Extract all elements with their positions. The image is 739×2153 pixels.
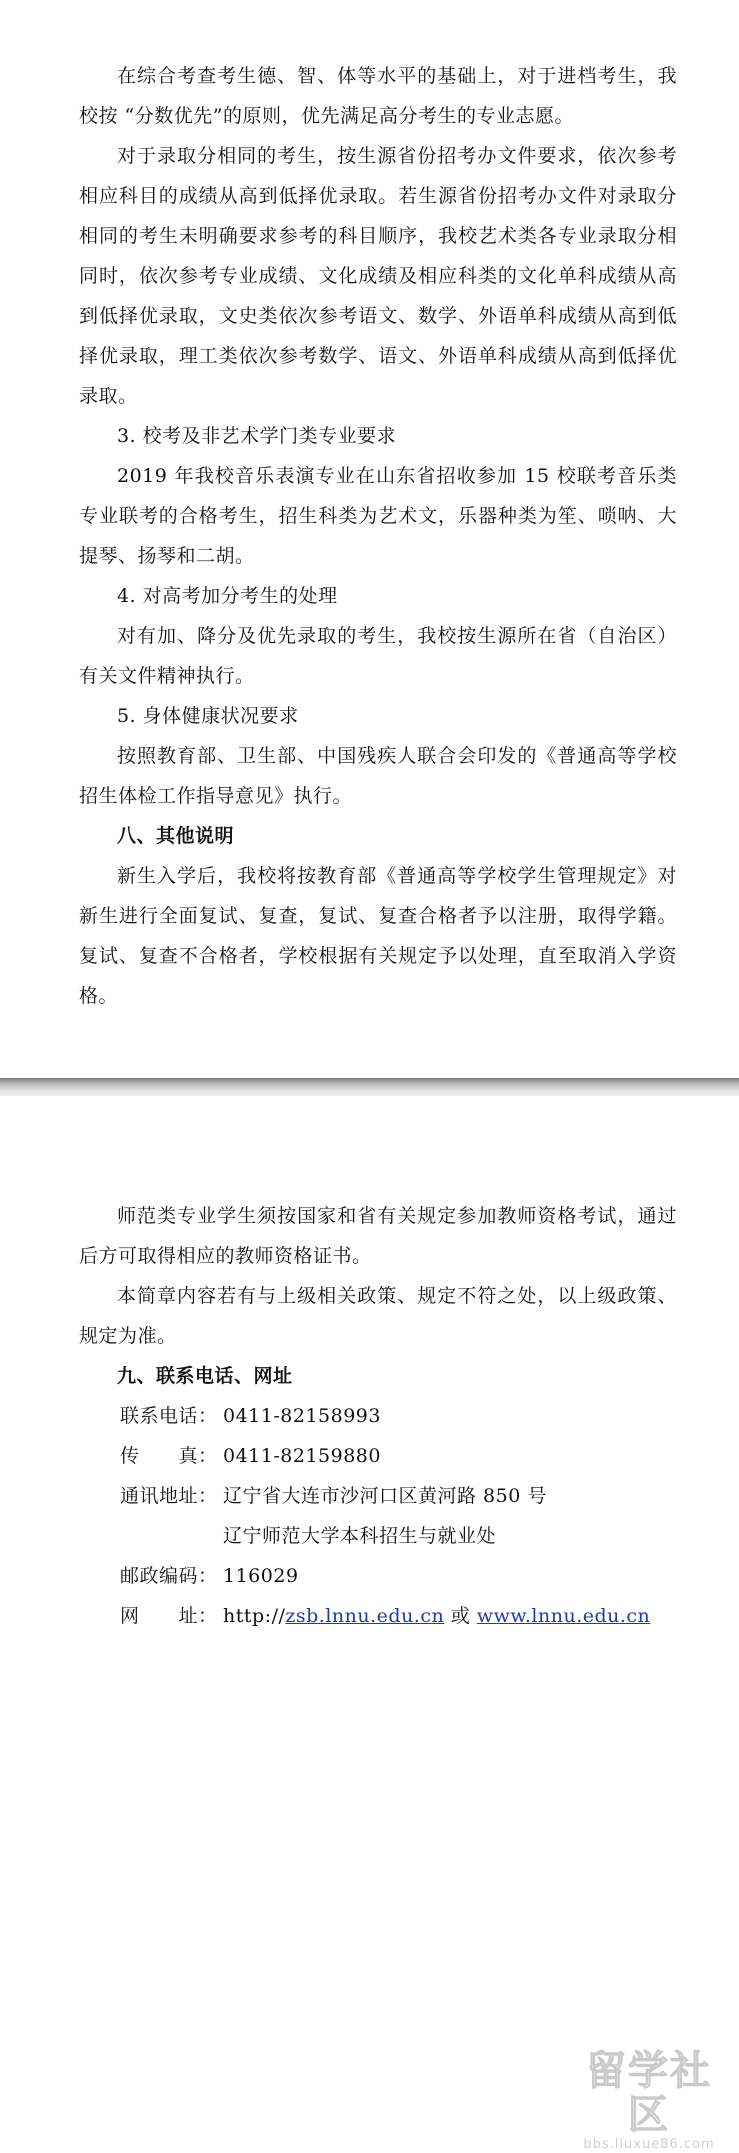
watermark-title: 留学社区 bbox=[586, 2048, 712, 2138]
paragraph-school-exam: 2019 年我校音乐表演专业在山东省招收参加 15 校联考音乐类专业联考的合格考生，招生科类为艺术文，乐器种类为笙、唢呐、大提琴、扬琴和二胡。 bbox=[79, 465, 677, 567]
phone-label: 联系电话： bbox=[120, 1405, 218, 1427]
university-website-link[interactable]: www.lnnu.edu.cn bbox=[476, 1605, 651, 1627]
page-divider bbox=[0, 1078, 739, 1096]
website-prefix: http:// bbox=[223, 1605, 286, 1627]
address-line2: 辽宁师范大学本科招生与就业处 bbox=[223, 1525, 497, 1547]
postcode-label: 邮政编码： bbox=[120, 1565, 218, 1587]
contact-website-row bbox=[79, 1596, 677, 1636]
website-label: 网 址： bbox=[120, 1605, 218, 1627]
section-heading-other-notes: 八、其他说明 bbox=[117, 825, 235, 847]
document-page-2 bbox=[0, 1096, 739, 2152]
paragraph-health-requirements: 按照教育部、卫生部、中国残疾人联合会印发的《普通高等学校招生体检工作指导意见》执行。 bbox=[79, 745, 677, 807]
watermark-subtitle: bbs.liuxue86.com bbox=[583, 2137, 715, 2152]
watermark-logo bbox=[569, 2048, 729, 2152]
website-value bbox=[223, 1596, 650, 1636]
subheading-bonus-points: 4. 对高考加分考生的处理 bbox=[117, 585, 338, 607]
contact-address-row bbox=[79, 1476, 677, 1516]
paragraph-teacher-certificate: 师范类专业学生须按国家和省有关规定参加教师资格考试，通过后方可取得相应的教师资格证书。 bbox=[79, 1205, 677, 1267]
paragraph-score-priority: 在综合考查考生德、智、体等水平的基础上，对于进档考生，我校按 “分数优先”的原则，优先满足高分考生的专业志愿。 bbox=[79, 65, 677, 127]
website-or-text: 或 bbox=[444, 1605, 477, 1627]
address-line1: 辽宁省大连市沙河口区黄河路 850 号 bbox=[223, 1485, 547, 1507]
contact-phone-row bbox=[79, 1396, 677, 1436]
admissions-website-link[interactable]: zsb.lnnu.edu.cn bbox=[285, 1605, 445, 1627]
fax-label: 传 真： bbox=[120, 1445, 218, 1467]
paragraph-tie-break: 对于录取分相同的考生，按生源省份招考办文件要求，依次参考相应科目的成绩从高到低择优录取。若生源省份招考办文件对录取分相同的考生未明确要求参考的科目顺序，我校艺术类各专业录取分相同时，依次参考专业成绩、文化成绩及相应科类的文化单科成绩从高到低择优录取，文史类依次参考语文、数学、外语单科成绩从高到低择优录取，理工类依次参考数学、语文、外语单科成绩从高到低择优录取。 bbox=[79, 145, 677, 407]
paragraph-bonus-points: 对有加、降分及优先录取的考生，我校按生源所在省（自治区）有关文件精神执行。 bbox=[79, 625, 677, 687]
paragraph-policy-precedence: 本简章内容若有与上级相关政策、规定不符之处，以上级政策、规定为准。 bbox=[79, 1285, 677, 1347]
section-heading-contact: 九、联系电话、网址 bbox=[117, 1365, 293, 1387]
paragraph-other-notes: 新生入学后，我校将按教育部《普通高等学校学生管理规定》对新生进行全面复试、复查，复试、复查合格者予以注册，取得学籍。复试、复查不合格者，学校根据有关规定予以处理，直至取消入学资格。 bbox=[79, 865, 677, 1007]
contact-postcode-row bbox=[79, 1556, 677, 1596]
postcode-value: 116029 bbox=[223, 1565, 299, 1587]
fax-value: 0411-82159880 bbox=[223, 1445, 381, 1467]
address-label: 通讯地址： bbox=[120, 1485, 218, 1507]
contact-fax-row bbox=[79, 1436, 677, 1476]
phone-value: 0411-82158993 bbox=[223, 1405, 381, 1427]
subheading-school-exam: 3. 校考及非艺术学门类专业要求 bbox=[117, 425, 397, 447]
contact-address-row-2 bbox=[79, 1516, 677, 1556]
subheading-health-requirements: 5. 身体健康状况要求 bbox=[117, 705, 299, 727]
